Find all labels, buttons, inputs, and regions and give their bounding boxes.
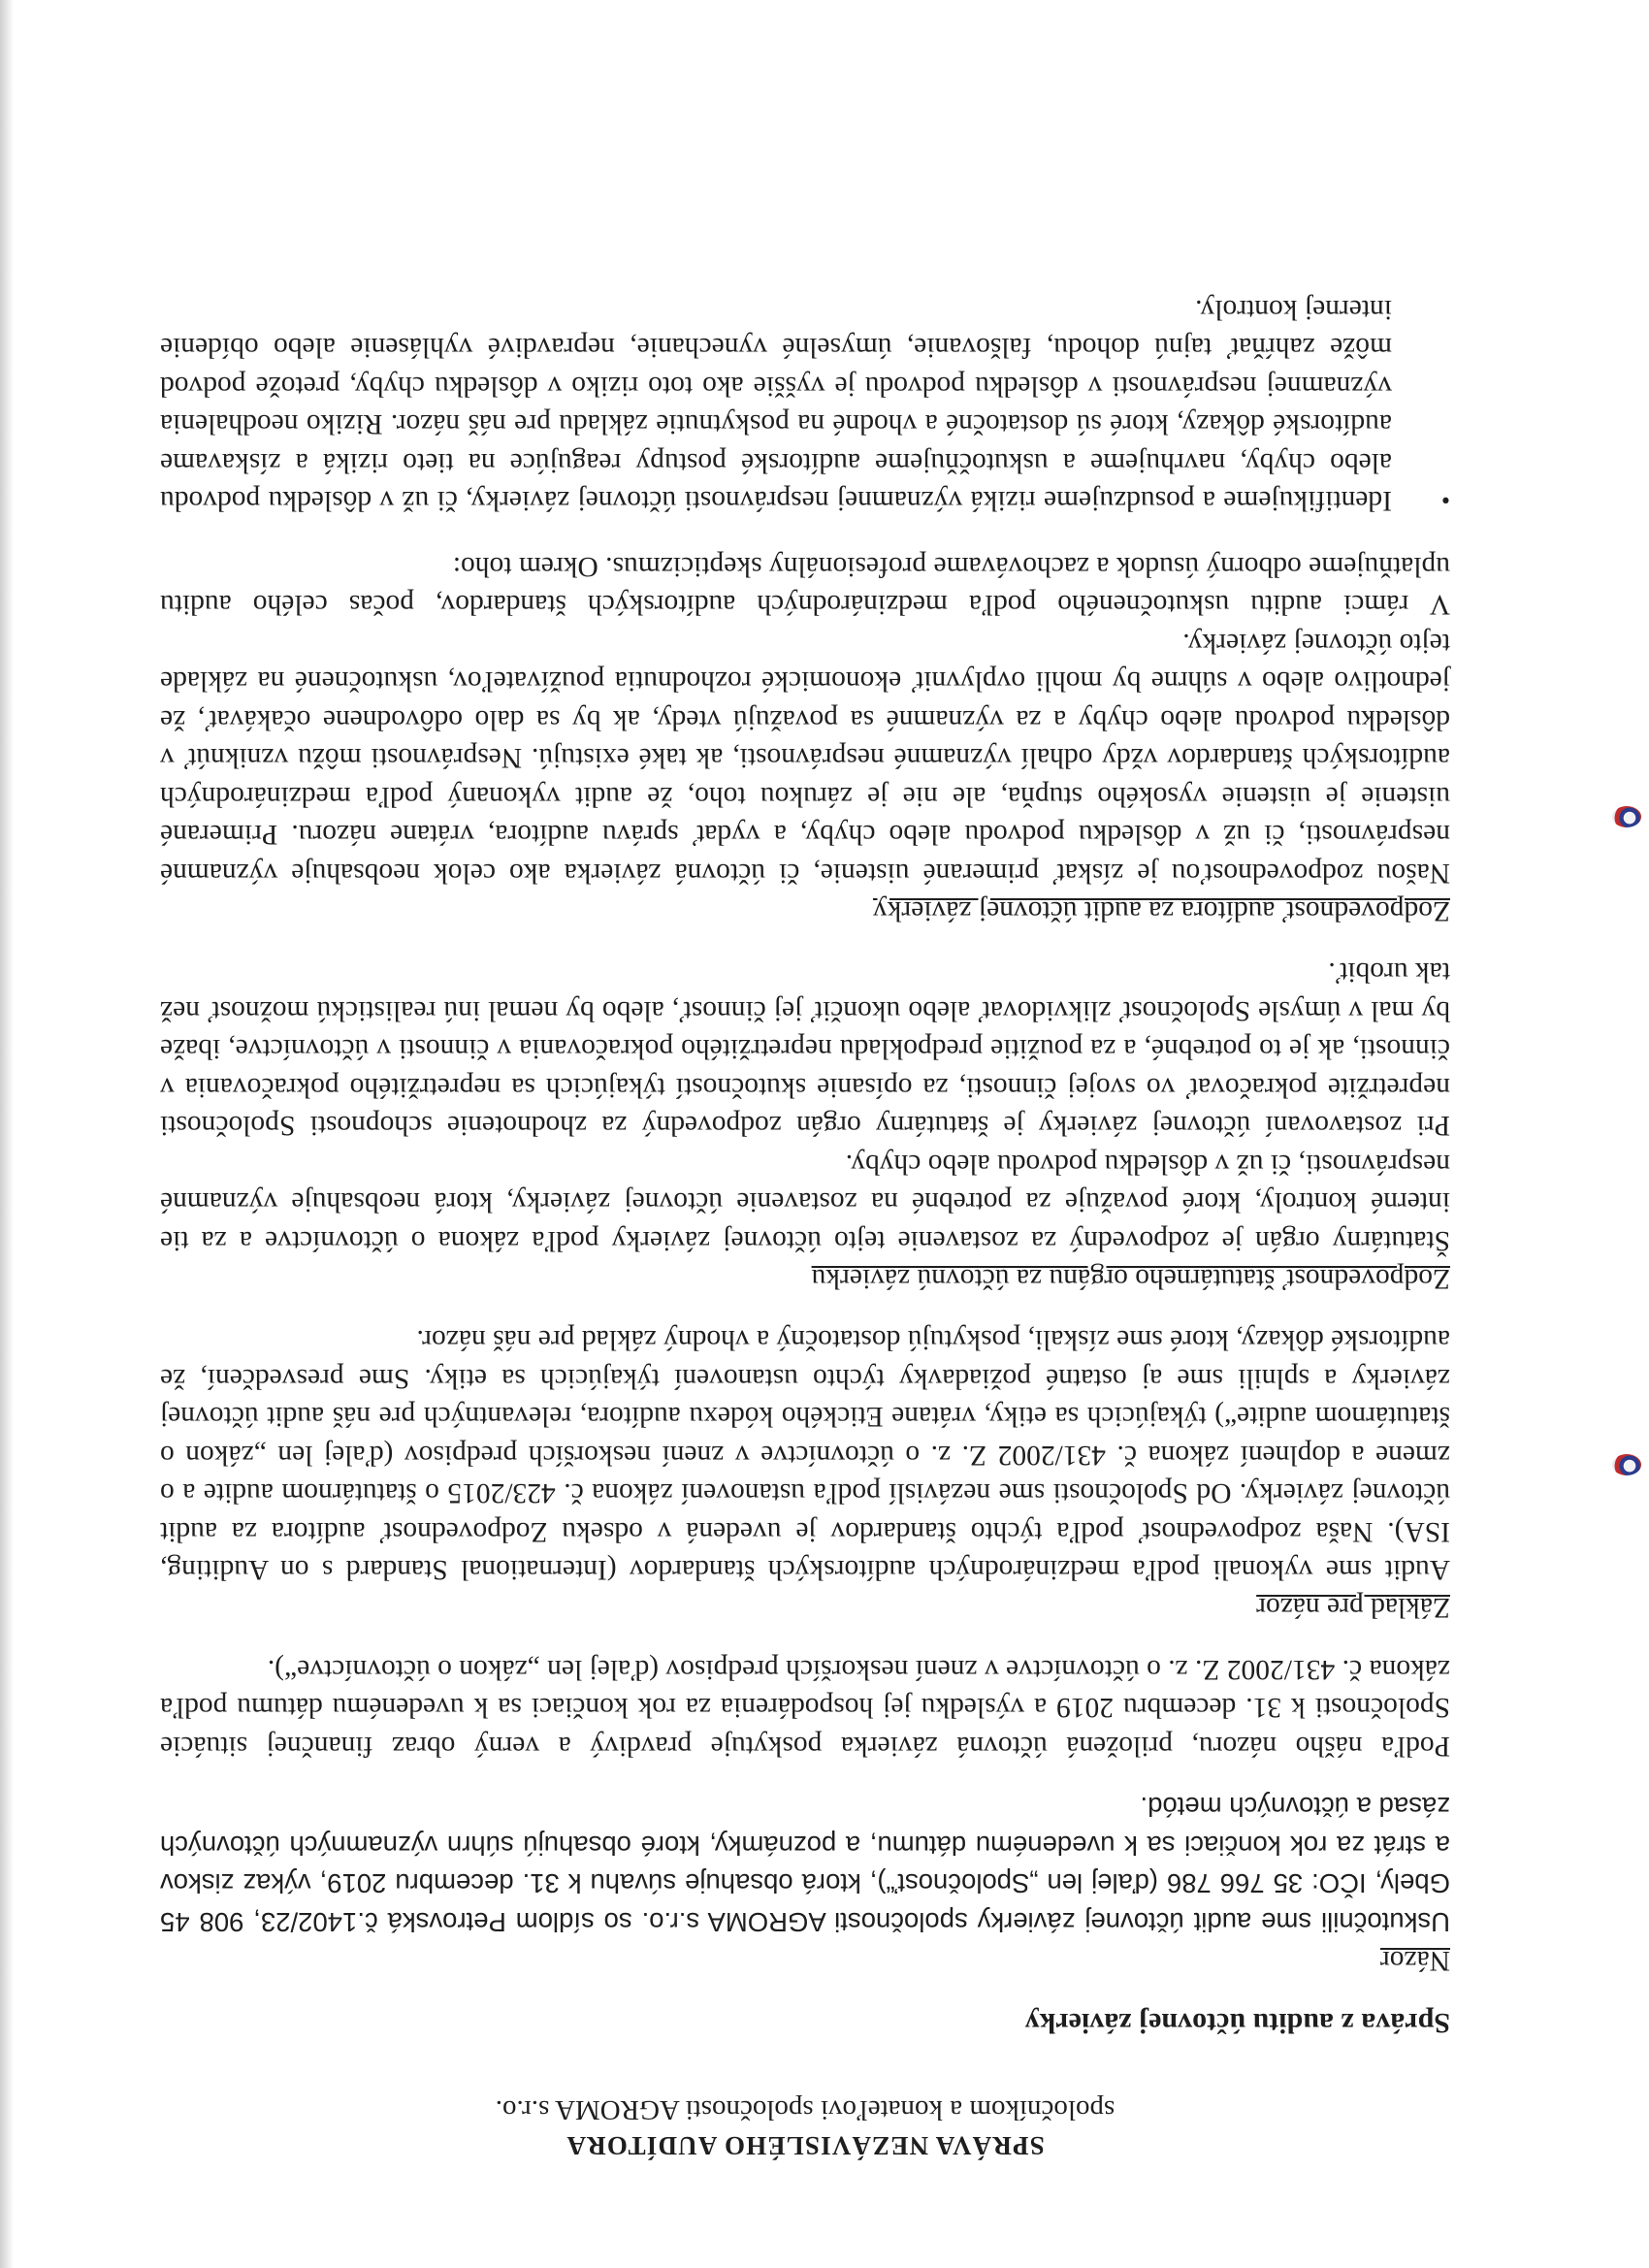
paragraph-auditor-1: Našou zodpovednosťou je získať primerané uistenie, či účtovná závierka ako celok neobsahuje významné nesprávnosti, či už v dôsledku podvodu alebo chyby, a vydať správu audítora, vrátane názoru. Primerané uistenie je uistenie vysokého stupňa, ale nie je zárukou toho, že audit vykonaný podľa medzinárodných audítorských štandardov vždy odhalí významné nesprávnosti, ak také existujú. Nesprávnosti môžu vzniknúť v dôsledku podvodu alebo chyby a za významné sa považujú vtedy, ak by sa dalo odôvodnene očakávať, že jednotlivo alebo v súhrne by mohli ovplyvniť ekonomické rozhodnutia používateľov, uskutočnené na základe tejto účtovnej závierky. — [160, 628, 1450, 889]
subheading-statutar: Zodpovednosť štatutárneho orgánu za účtovnú závierku — [811, 1263, 1450, 1294]
scanner-edge-shadow — [0, 0, 14, 2268]
bullet-item — [160, 290, 1450, 520]
document-body — [160, 290, 1450, 2164]
subheading-auditor: Zodpovednosť audítora za audit účtovnej závierky — [872, 895, 1450, 926]
paragraph-nazor-1: Uskutočnili sme audit účtovnej závierky spoločnosti AGROMA s.r.o. so sídlom Petrovská č.1402/23, 908 45 Gbely, IČO: 35 766 786 (ďalej len „Spoločnosť“), ktorá obsahuje súvahu k 31. decembru 2019, výkaz ziskov a strát za rok končiaci sa k uvedenému dátumu, a poznámky, ktoré obsahujú súhrn významných účtovných zásad a účtovných metód. — [160, 1792, 1450, 1937]
paragraph-auditor-2: V rámci auditu uskutočneného podľa medzinárodných audítorských štandardov, počas celého auditu uplatňujeme odborný úsudok a zachovávame profesionálny skepticizmus. Okrem toho: — [160, 551, 1450, 621]
document-title: SPRÁVA NEZÁVISLÉHO AUDÍTORA — [566, 2131, 1045, 2160]
bullet-text: Identifikujeme a posudzujeme riziká významnej nesprávnosti účtovnej závierky, či už v dôsledku podvodu alebo chyby, navrhujeme a uskutočňujeme audítorské postupy reagujúce na tieto riziká a získavame audítorské dôkazy, ktoré sú dostatočné a vhodné na poskytnutie základu pre náš názor. Riziko neodhalenia významnej nesprávnosti v dôsledku podvodu je vyššie ako toto riziko v dôsledku chyby, pretože podvod môže zahŕňať tajnú dohodu, falšovanie, úmyselné vynechanie, nepravdivé vyhlásenie alebo obídenie internej kontroly. — [160, 294, 1392, 517]
section-heading: Správa z auditu účtovnej závierky — [1024, 2007, 1450, 2039]
subheading-zaklad: Základ pre názor — [1256, 1592, 1450, 1624]
binder-clip-mark — [1612, 806, 1641, 827]
paragraph-statutar-1: Štatutárny orgán je zodpovedný za zostavenie tejto účtovnej závierky podľa zákona o účtovníctve a za tie interné kontroly, ktoré považuje za potrebné na zostavenie účtovnej závierky, ktorá neobsahuje významné nesprávnosti, či už v dôsledku podvodu alebo chyby. — [160, 1149, 1450, 1256]
document-subtitle: spoločníkom a konateľovi spoločnosti AGROMA s.r.o. — [495, 2094, 1116, 2125]
paragraph-statutar-2: Pri zostavovaní účtovnej závierky je štatutárny orgán zodpovedný za zhodnotenie schopnosti Spoločnosti nepretržite pokračovať vo svojej činnosti, za opísanie skutočností týkajúcich sa nepretržitého pokračovania v činnosti, ak je to potrebné, a za použitie predpokladu nepretržitého pokračovania v činnosti v účtovníctve, ibaže by mal v úmysle Spoločnosť zlikvidovať alebo ukončiť jej činnosť, alebo by nemal inú realistickú možnosť než tak urobiť. — [160, 956, 1450, 1142]
subheading-nazor: Názor — [1379, 1945, 1450, 1976]
bullet-dot-icon: • — [1440, 486, 1450, 515]
binder-clip-mark — [1612, 1454, 1641, 1475]
paragraph-nazor-2: Podľa nášho názoru, priložená účtovná závierka poskytuje pravdivý a verný obraz finančnej situácie Spoločnosti k 31. decembru 2019 a výsledku jej hospodárenia za rok končiaci sa k uvedenému dátumu podľa zákona č. 431/2002 Z. z. o účtovníctve v znení neskorších predpisov (ďalej len „zákon o účtovníctve“). — [160, 1654, 1450, 1762]
paragraph-zaklad-1: Audit sme vykonali podľa medzinárodných audítorských štandardov (International Standard s on Auditing, ISA). Naša zodpovednosť podľa týchto štandardov je uvedená v odseku Zodpovednosť audítora za audit účtovnej závierky. Od Spoločnosti sme nezávislí podľa ustanovení zákona č. 423/2015 o štatutárnom audite a o zmene a doplnení zákona č. 431/2002 Z. z. o účtovníctve v znení neskorších predpisov (ďalej len „zákon o štatutárnom audite“) týkajúcich sa etiky, vrátane Etického kódexu audítora, relevantných pre náš audit účtovnej závierky a splnili sme aj ostatné požiadavky týchto ustanovení týkajúcich sa etiky. Sme presvedčení, že audítorské dôkazy, ktoré sme získali, poskytujú dostatočný a vhodný základ pre náš názor. — [160, 1324, 1450, 1586]
